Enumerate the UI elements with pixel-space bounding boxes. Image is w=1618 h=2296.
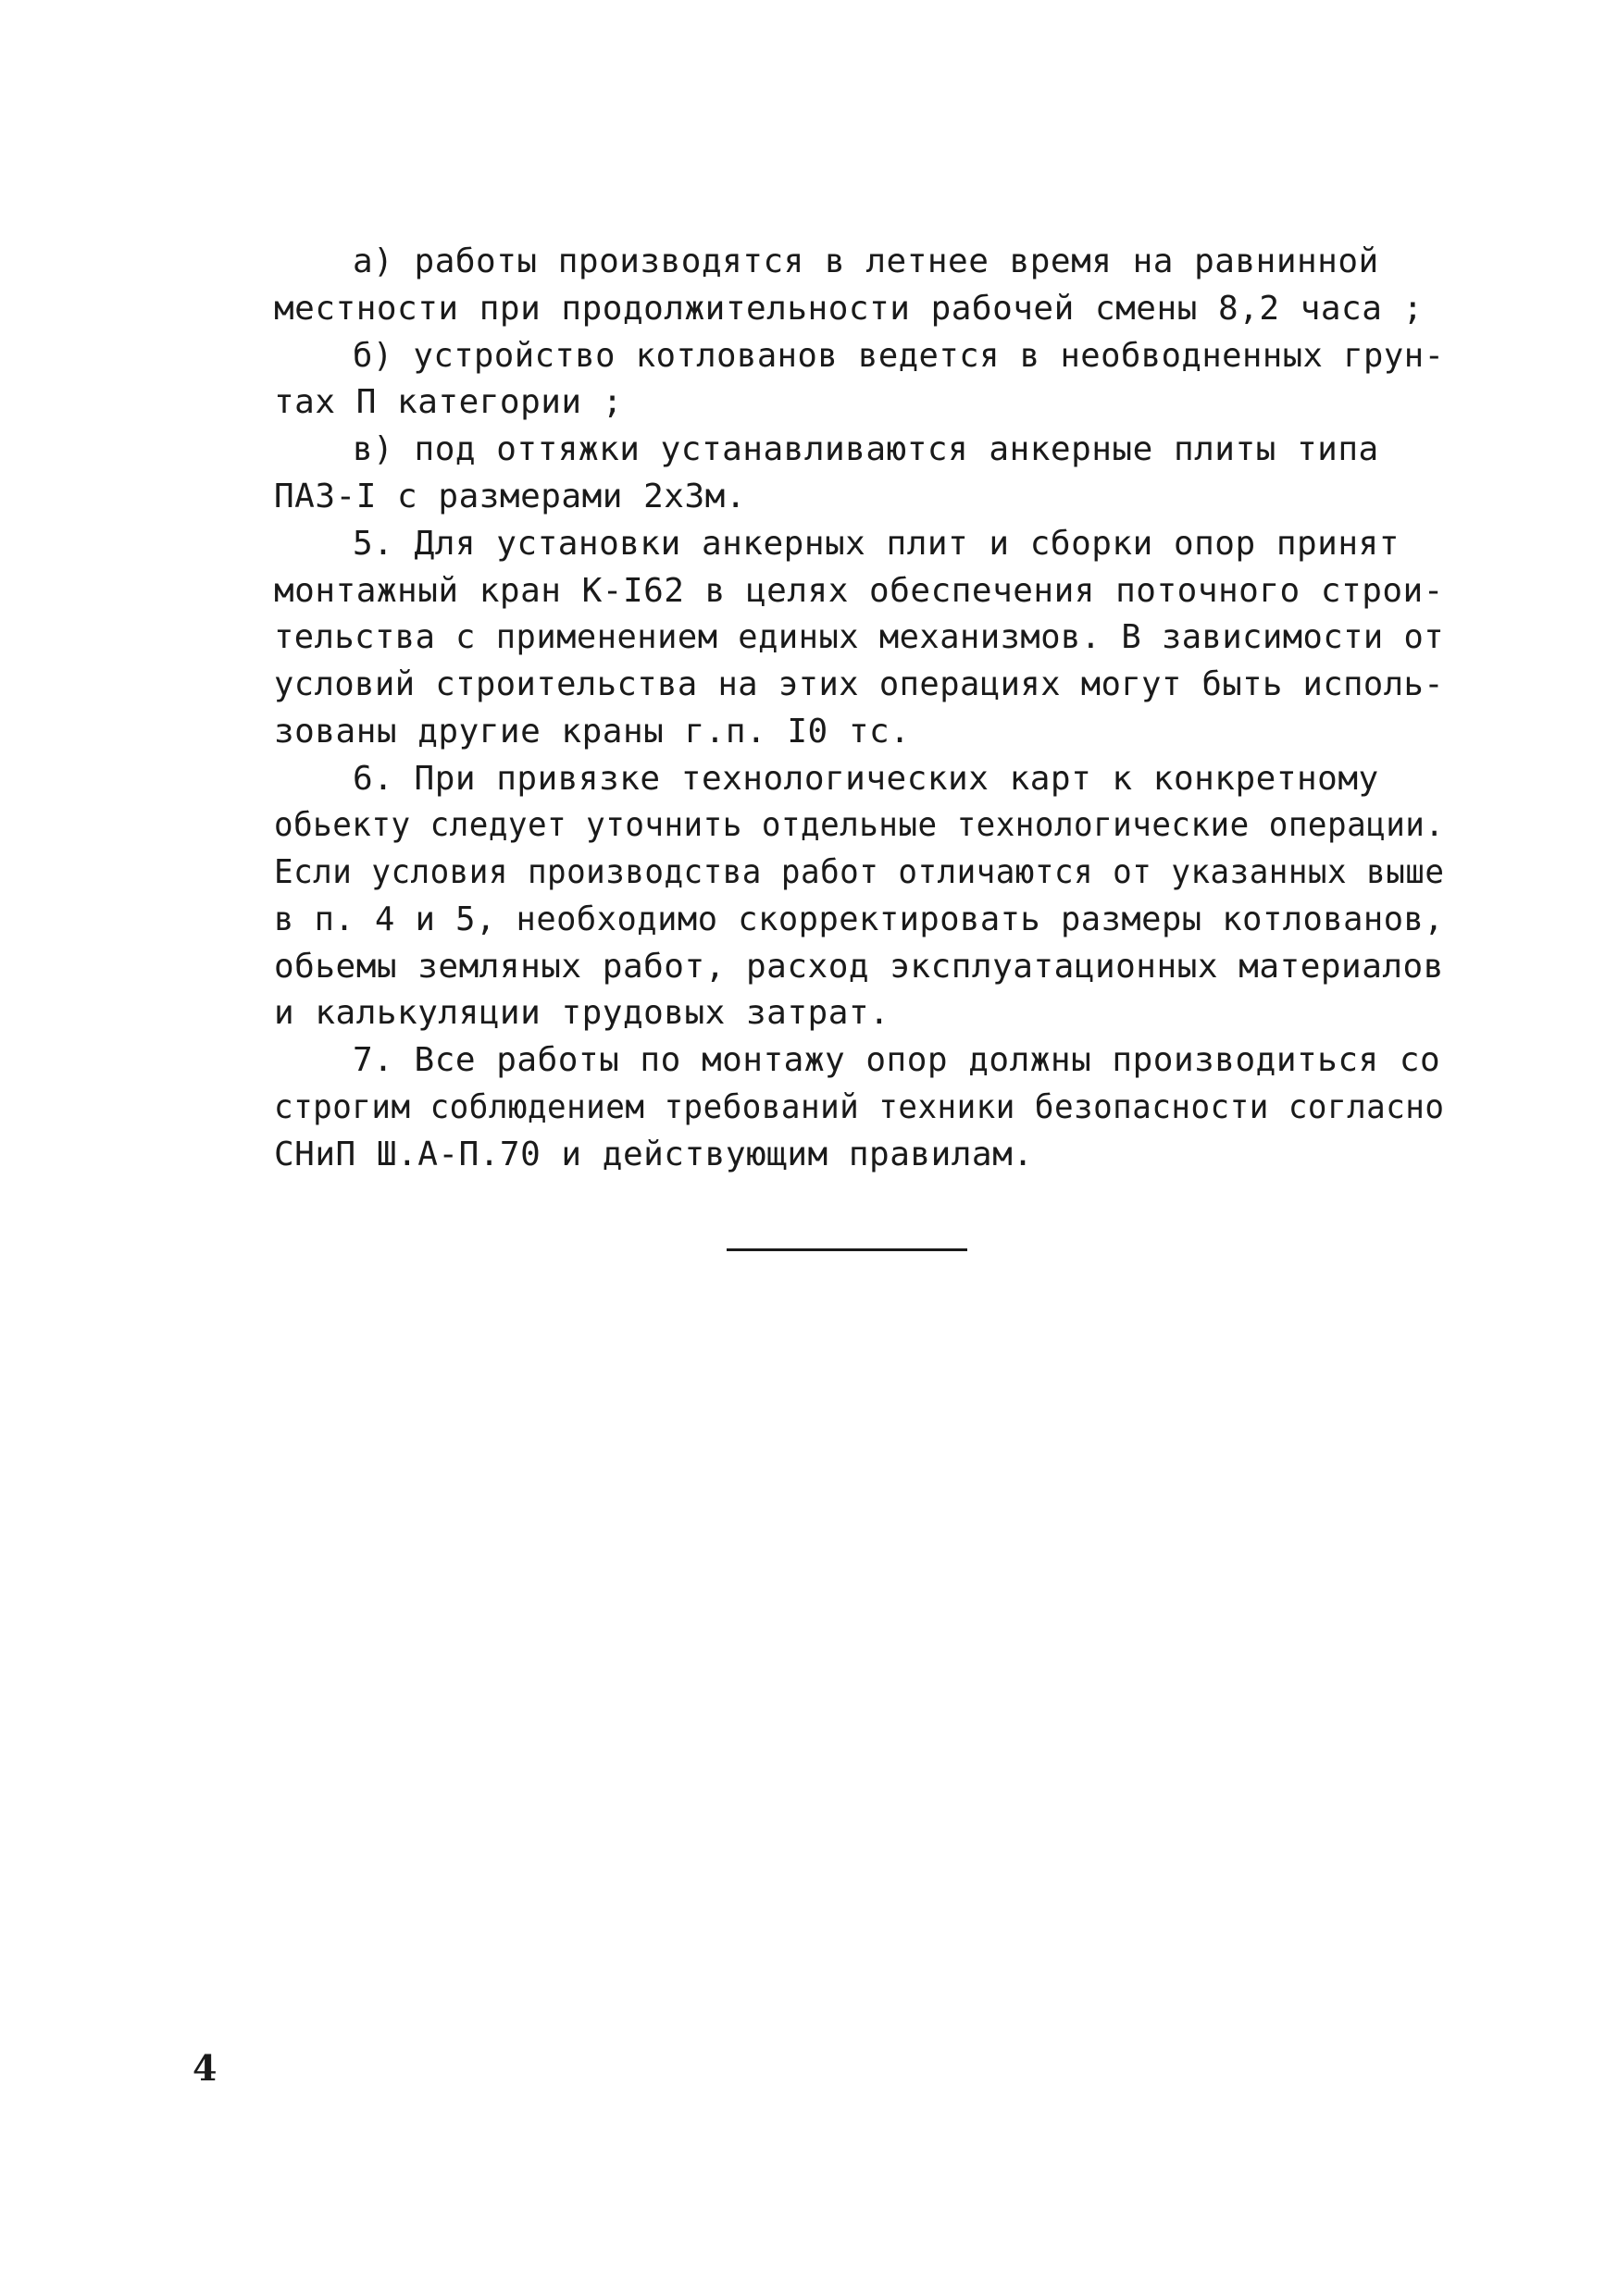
text-line: тах П категории ; xyxy=(274,383,623,421)
text-line: 6. При привязке технологических карт к конкретному xyxy=(353,760,1379,798)
text-line: Если условия производства работ отличаются от указанных выше xyxy=(274,853,1445,891)
text-line: СНиП Ш.А-П.70 и действующим правилам. xyxy=(274,1136,1034,1173)
page-number: 4 xyxy=(193,2047,218,2089)
text-line: б) устройство котлованов ведется в необводненных грун- xyxy=(353,337,1445,375)
text-line: местности при продолжительности рабочей смены 8,2 часа ; xyxy=(274,290,1424,328)
text-line: в п. 4 и 5, необходимо скорректировать размеры котлованов, xyxy=(274,900,1445,938)
section-divider xyxy=(727,1248,967,1251)
text-line: обьекту следует уточнить отдельные технологические операции. xyxy=(274,806,1445,844)
text-line: строгим соблюдением требований техники безопасности согласно xyxy=(274,1088,1445,1126)
text-line: и калькуляции трудовых затрат. xyxy=(274,994,890,1032)
text-line: монтажный кран К-I62 в целях обеспечения поточного строи- xyxy=(274,572,1444,610)
text-line: в) под оттяжки устанавливаются анкерные плиты типа xyxy=(353,430,1379,468)
text-line: а) работы производятся в летнее время на равнинной xyxy=(353,242,1379,280)
text-line: ПАЗ-I с размерами 2х3м. xyxy=(274,478,746,515)
text-line: 5. Для установки анкерных плит и сборки опор принят xyxy=(353,525,1400,563)
text-line: обьемы земляных работ, расход эксплуатационных материалов xyxy=(274,948,1444,986)
text-line: зованы другие краны г.п. I0 тс. xyxy=(274,713,911,751)
text-line: 7. Все работы по монтажу опор должны производиться со xyxy=(353,1041,1441,1079)
text-line: условий строительства на этих операциях могут быть исполь- xyxy=(274,665,1445,703)
text-line: тельства с применением единых механизмов. В зависимости от xyxy=(274,618,1445,656)
